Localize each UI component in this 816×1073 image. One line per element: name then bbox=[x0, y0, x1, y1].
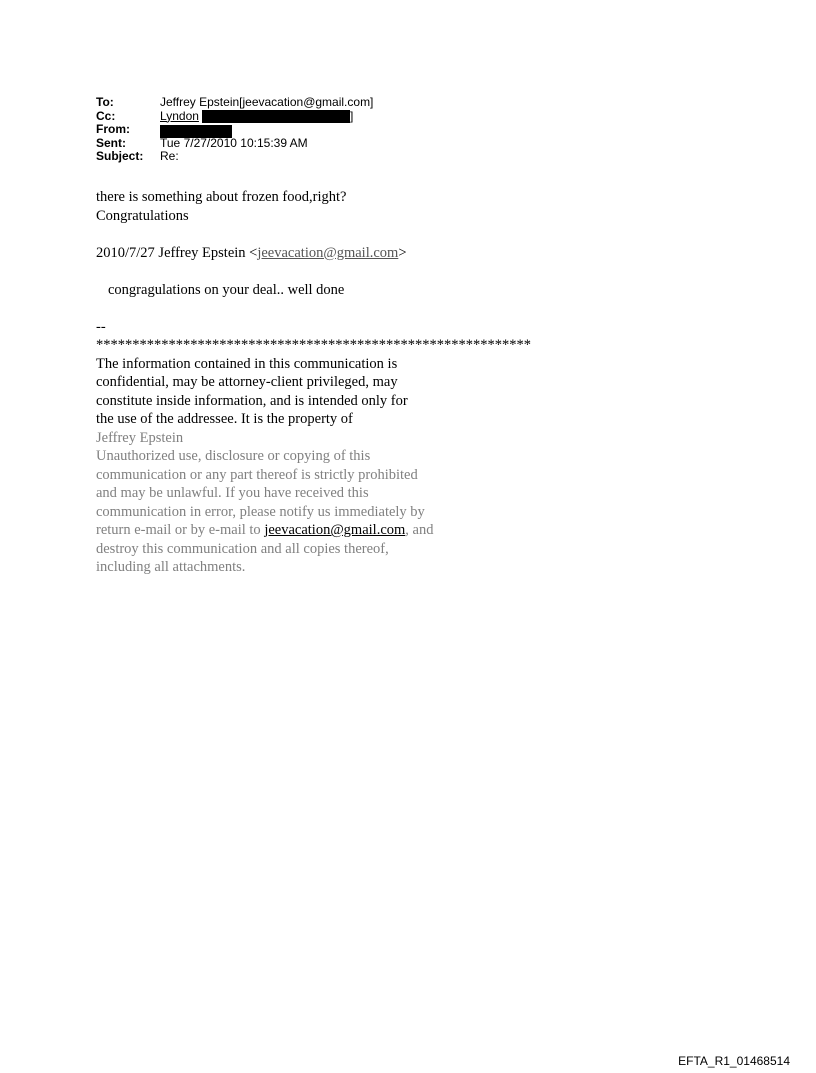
to-value: Jeffrey Epstein[jeevacation@gmail.com] bbox=[160, 95, 374, 109]
quote-intro-email-link[interactable]: jeevacation@gmail.com bbox=[257, 244, 399, 261]
return-prefix: return e-mail or by e-mail to bbox=[96, 522, 265, 538]
disclaimer-gray-line: communication or any part thereof is strictly prohibited bbox=[96, 466, 418, 483]
disclaimer-gray-line: and may be unlawful. If you have received this bbox=[96, 485, 369, 501]
sent-label: Sent: bbox=[96, 135, 126, 150]
disclaimer-line: constitute inside information, and is intended only for bbox=[96, 392, 408, 409]
disclaimer-line: The information contained in this communication is bbox=[96, 355, 398, 372]
message-line-2: Congratulations bbox=[96, 207, 189, 224]
to-label: To: bbox=[96, 95, 114, 109]
subject-label: Subject: bbox=[96, 149, 144, 163]
quote-intro-suffix: > bbox=[398, 244, 407, 261]
cc-label: Cc: bbox=[96, 108, 116, 123]
signature-dashes: -- bbox=[96, 318, 106, 335]
disclaimer-tail-line: including all attachments. bbox=[96, 559, 246, 575]
return-suffix: , and bbox=[405, 522, 434, 538]
disclaimer-line: confidential, may be attorney-client privileged, may bbox=[96, 374, 398, 390]
disclaimer-gray-line: Unauthorized use, disclosure or copying of this bbox=[96, 448, 371, 464]
document-id: EFTA_R1_01468514 bbox=[678, 1054, 790, 1068]
cc-redaction bbox=[202, 110, 350, 123]
quote-intro bbox=[96, 244, 736, 263]
disclaimer-return-line bbox=[96, 521, 736, 540]
disclaimer-gray-line: communication in error, please notify us immediately by bbox=[96, 503, 425, 520]
quoted-text: congragulations on your deal.. well done bbox=[108, 281, 345, 298]
disclaimer-tail-line: destroy this communication and all copies thereof, bbox=[96, 540, 389, 557]
cc-bracket: ] bbox=[349, 108, 354, 123]
from-label: From: bbox=[96, 122, 130, 136]
quote-intro-prefix: 2010/7/27 Jeffrey Epstein < bbox=[96, 244, 258, 261]
sent-value: Tue 7/27/2010 10:15:39 AM bbox=[160, 135, 308, 150]
return-email-link[interactable]: jeevacation@gmail.com bbox=[264, 522, 406, 538]
signature-stars: ************************************************************ bbox=[96, 337, 531, 353]
message-line-1: there is something about frozen food,right? bbox=[96, 189, 347, 205]
subject-value: Re: bbox=[160, 149, 179, 163]
cc-value bbox=[160, 110, 353, 124]
cc-name: Lyndon bbox=[160, 108, 199, 123]
disclaimer-line: the use of the addressee. It is the property of bbox=[96, 411, 353, 427]
disclaimer-gray-line: Jeffrey Epstein bbox=[96, 429, 184, 446]
email-body bbox=[96, 188, 736, 577]
